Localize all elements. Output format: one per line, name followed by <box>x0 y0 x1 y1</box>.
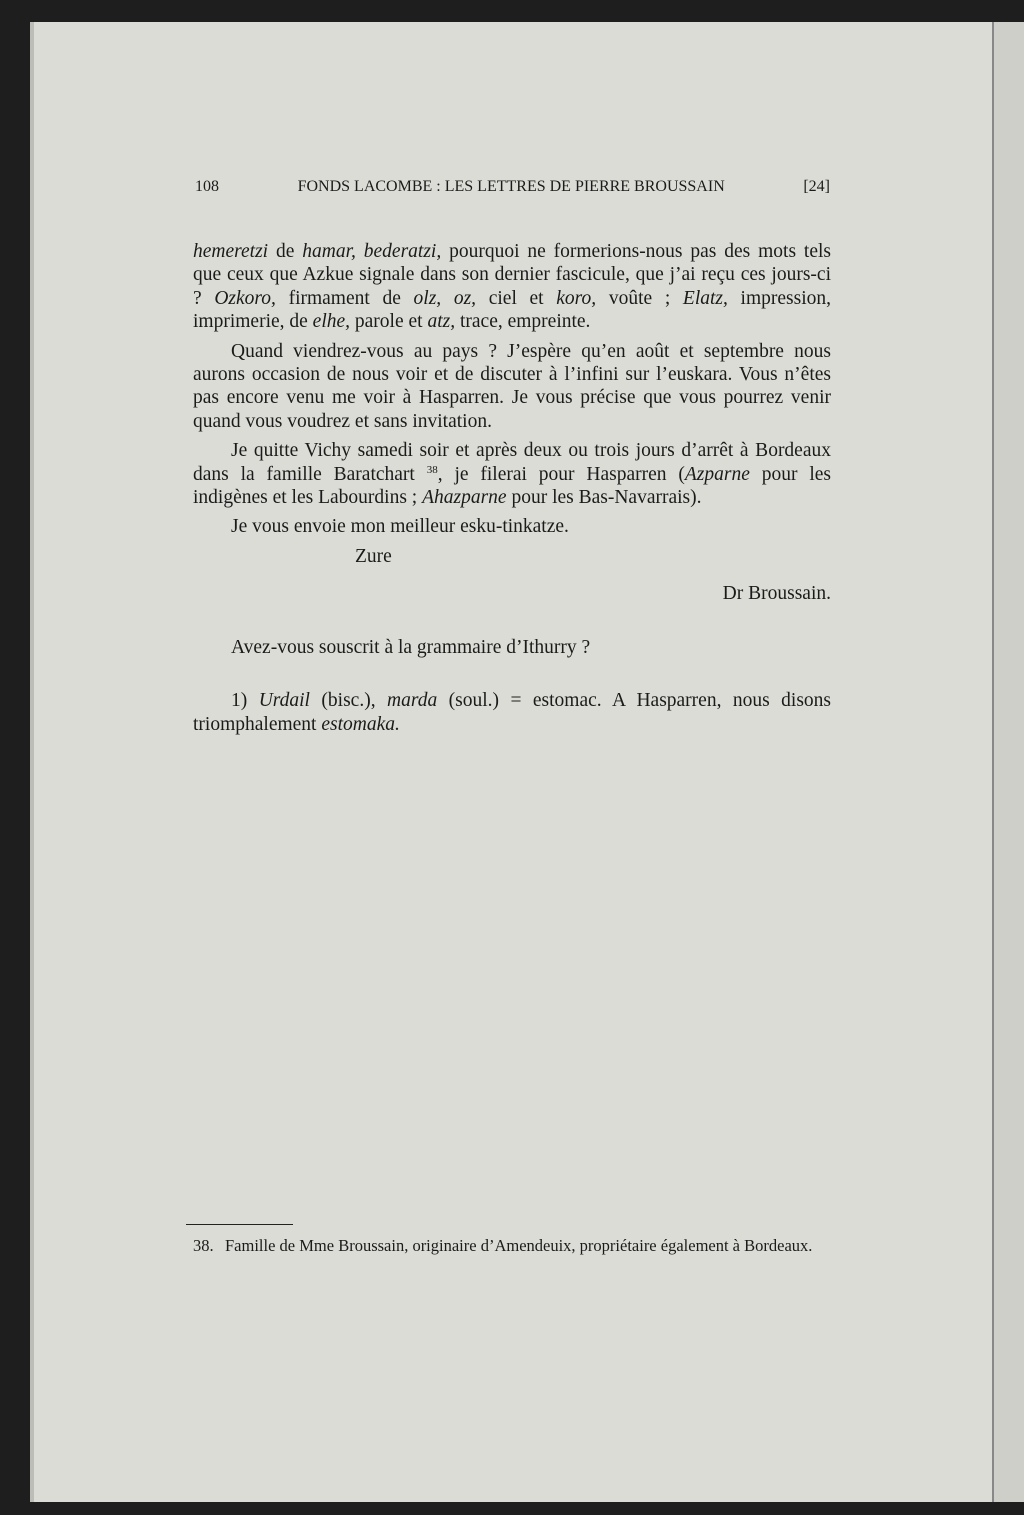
italic-term: atz, <box>427 311 456 333</box>
italic-term: Ahazparne <box>422 487 507 509</box>
signature: Dr Broussain. <box>722 583 831 605</box>
closing: Zure <box>355 545 392 567</box>
text-run: pourquoi ne formerions-nous pas des mots tels que ceux que Azkue signale dans son dernier fascicule, que j’ai reçu ces jours-ci ? <box>193 241 831 309</box>
text-run: Je quitte Vichy samedi soir et après deux ou trois jours d’arrêt à Bordeaux dans la famille Baratchart <box>193 440 831 485</box>
running-title: FONDS LACOMBE : LES LETTRES DE PIERRE BROUSSAIN <box>297 178 725 195</box>
italic-term: hemeretzi <box>193 241 269 262</box>
paragraph <box>193 515 831 538</box>
text-run: ciel et <box>476 287 557 309</box>
paragraph <box>193 340 831 434</box>
italic-term: elhe, <box>312 311 351 333</box>
text-run: , je filerai pour Hasparren ( <box>437 463 685 485</box>
text-run: de <box>268 241 303 262</box>
italic-term: hamar, bederatzi, <box>302 241 442 262</box>
footnote-rule <box>186 1224 293 1225</box>
text-run: parole et <box>350 311 428 333</box>
text-run: firmament de <box>275 287 414 309</box>
section-number: [24] <box>803 178 830 195</box>
footnote-number: 38. <box>193 1236 214 1255</box>
adjacent-page-edge <box>992 22 1024 1502</box>
text-run: Je vous envoie mon meilleur esku-tinkatze. <box>231 516 569 538</box>
postscript: Avez-vous souscrit à la grammaire d’Ithurry ? <box>231 636 591 658</box>
footnote-ref[interactable]: 38 <box>426 463 438 476</box>
paragraph <box>193 240 831 334</box>
text-run: (soul.) = estomac. A Hasparren, nous disons triomphalement <box>193 690 832 735</box>
note-paragraph <box>193 689 831 736</box>
italic-term: Ozkoro, <box>214 287 276 309</box>
page-number: 108 <box>195 178 219 195</box>
text-run: 1) <box>231 690 259 712</box>
italic-term: koro, <box>556 287 597 309</box>
italic-term: estomaka. <box>321 713 400 735</box>
running-header <box>195 178 830 196</box>
footnote-text: Famille de Mme Broussain, originaire d’Amendeuix, propriétaire également à Bordeaux. <box>225 1236 813 1255</box>
footnote <box>193 1236 831 1257</box>
paragraph <box>193 439 831 509</box>
text-run: impression, imprimerie, de <box>193 287 831 333</box>
text-run: pour les Bas-Navarrais). <box>506 487 702 509</box>
text-run: pour les indigènes et les Labourdins ; <box>193 463 832 509</box>
italic-term: Azparne <box>684 463 750 485</box>
text-run: voûte ; <box>596 287 683 309</box>
italic-term: marda <box>387 690 438 712</box>
text-run: (bisc.), <box>309 690 388 712</box>
text-run: Quand viendrez-vous au pays ? J’espère qu’en août et septembre nous aurons occasion de nous voir et de discuter à l’infini sur l’euskara. Vous n’êtes pas encore venu me voir à Hasparren. Je vous précise que vous pourrez venir quand vous voudrez et sans invitation. <box>193 340 831 432</box>
italic-term: olz, oz, <box>413 287 477 309</box>
text-run: trace, empreinte. <box>455 311 591 333</box>
italic-term: Urdail <box>258 690 310 712</box>
letter-body <box>193 240 831 742</box>
italic-term: Elatz, <box>682 287 728 309</box>
